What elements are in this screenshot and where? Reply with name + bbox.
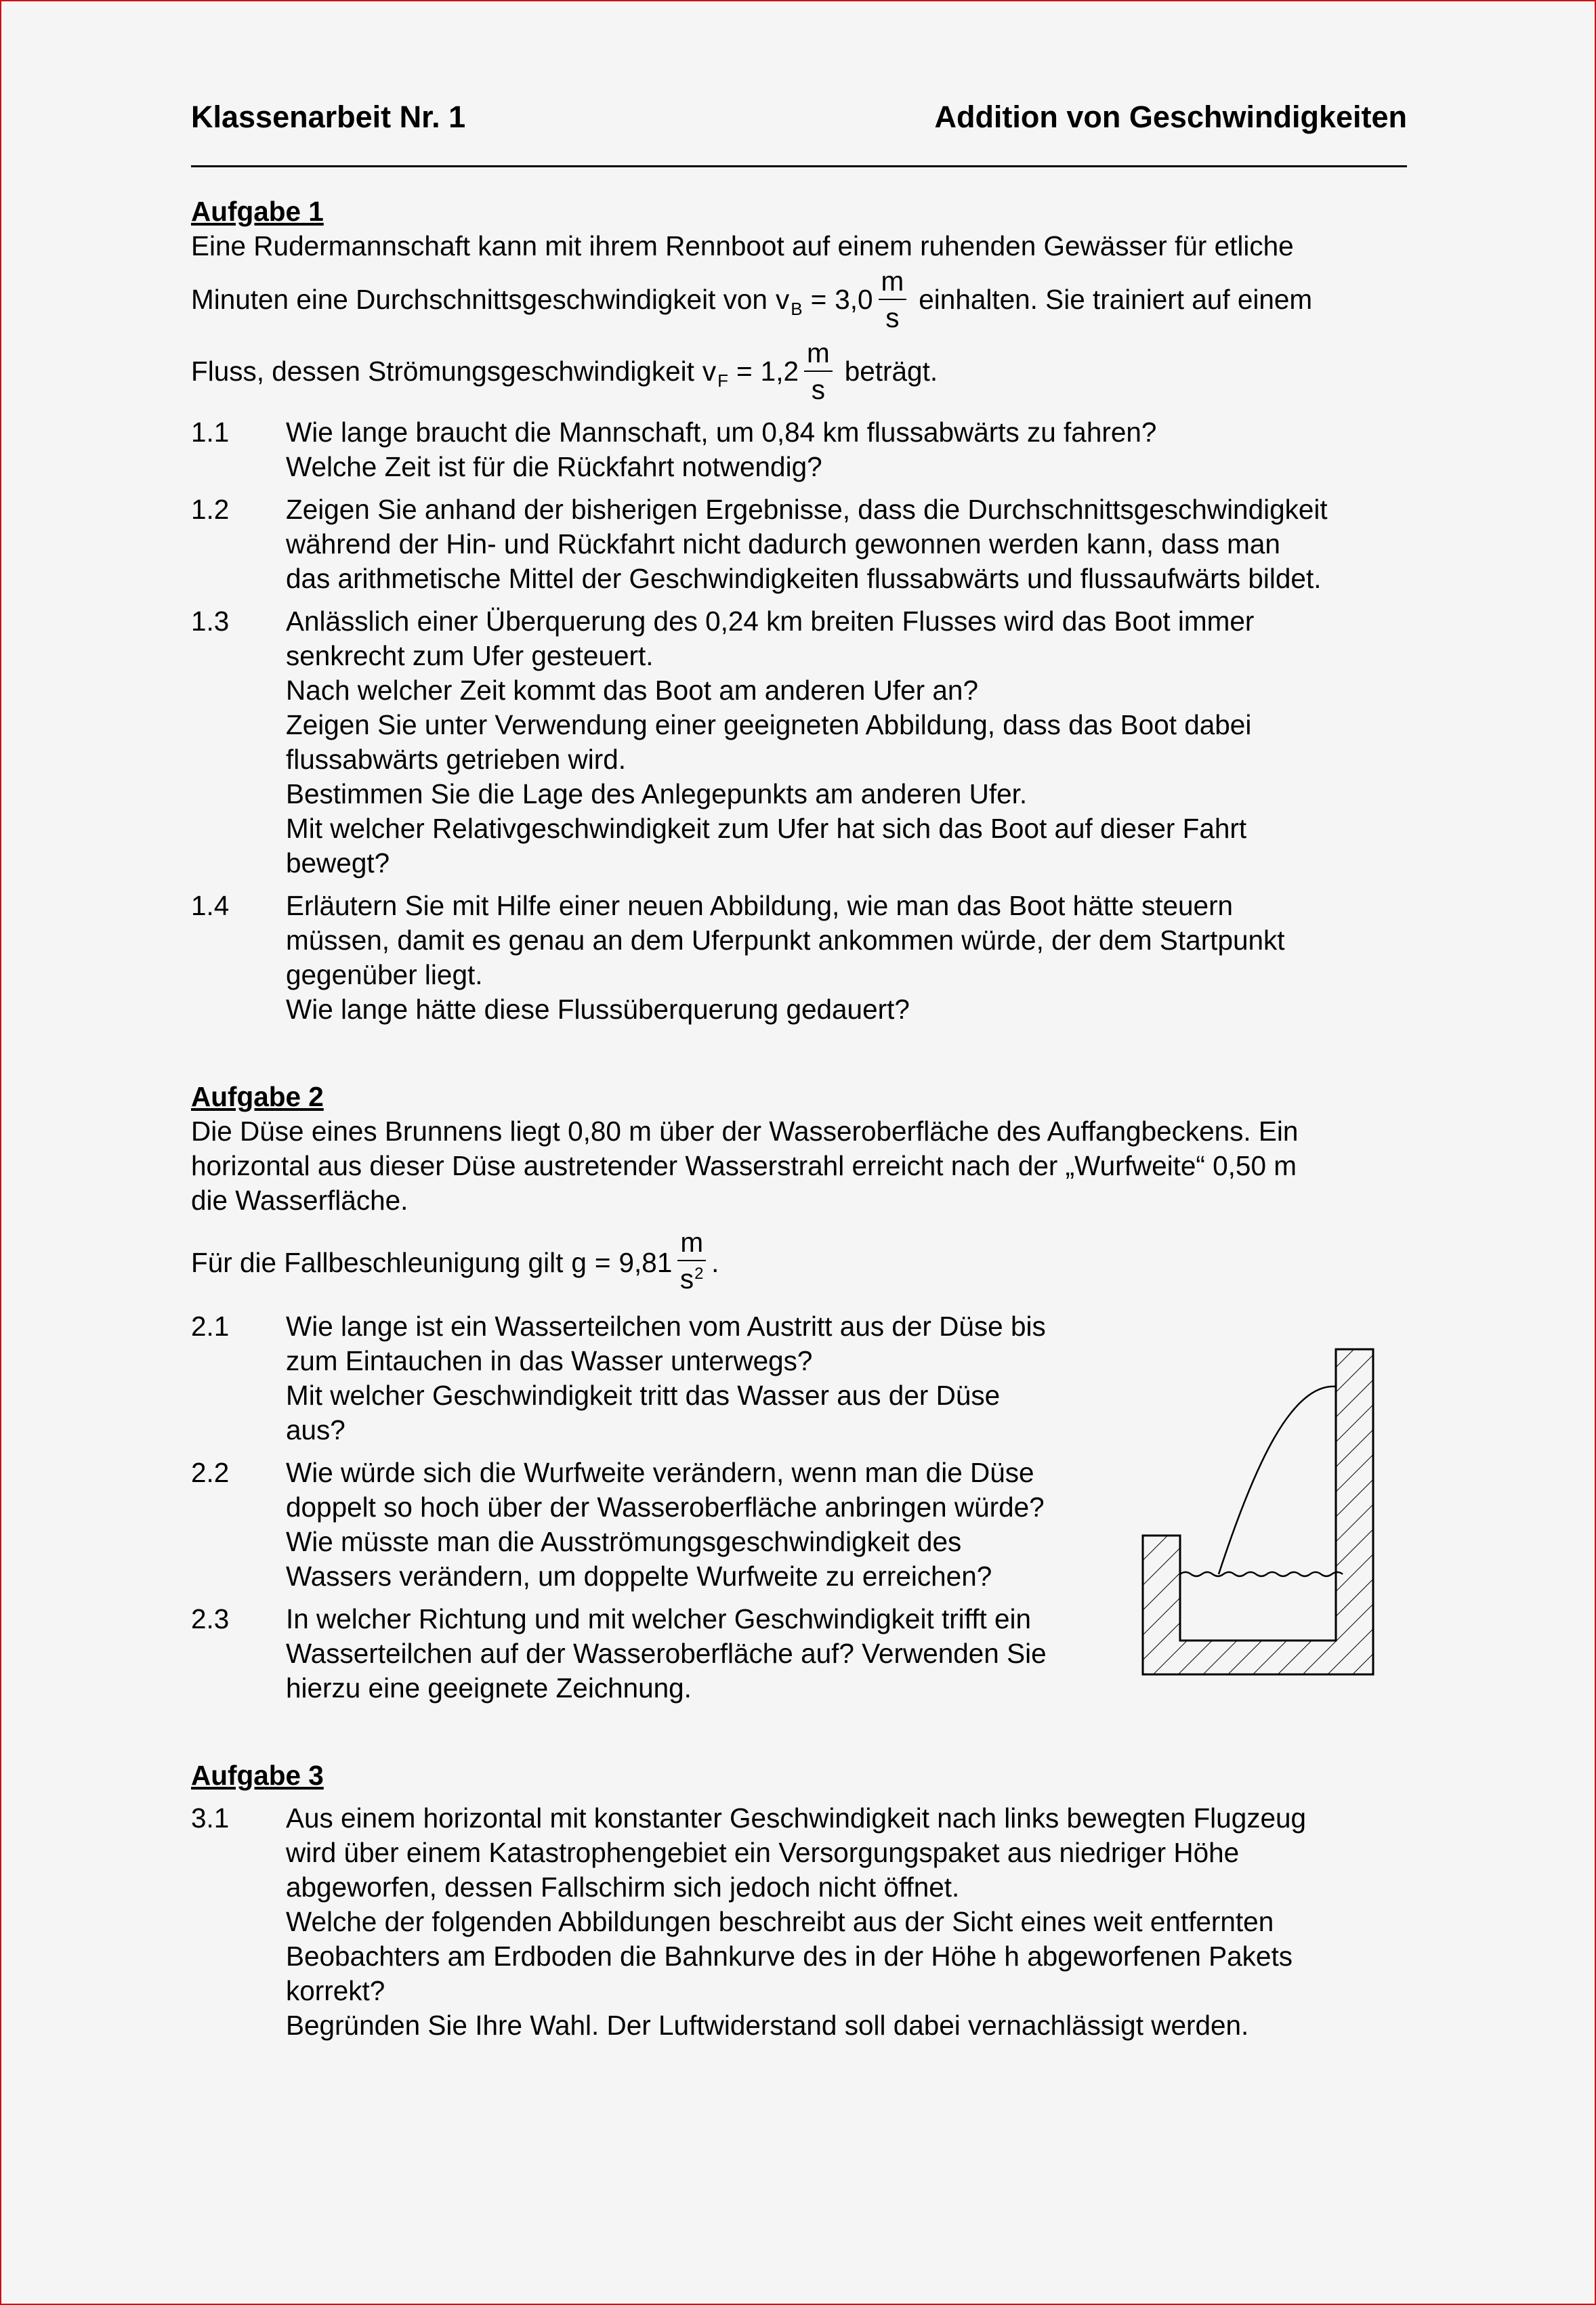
item-line: Wie müsste man die Ausströmungsgeschwindigkeit des — [286, 1526, 962, 1557]
aufgabe3-items — [191, 1801, 1407, 2043]
formula-vb — [776, 263, 906, 335]
formula-vf — [702, 335, 833, 407]
item-line: während der Hin- und Rückfahrt nicht dadurch gewonnen werden kann, dass man — [286, 528, 1280, 559]
item-number: 2.2 — [191, 1457, 230, 1488]
item-body — [286, 415, 1407, 484]
aufgabe1-item — [191, 415, 1407, 484]
item-line: wird über einem Katastrophengebiet ein Versorgungspaket aus niedriger Höhe — [286, 1837, 1240, 1868]
aufgabe1-intro-line3 — [191, 335, 1407, 407]
header-left: Klassenarbeit Nr. 1 — [191, 100, 466, 134]
aufgabe3-item — [191, 1801, 1407, 2043]
vb-unit — [879, 263, 907, 335]
g-value: 9,81 — [618, 1247, 673, 1278]
g-unit — [677, 1225, 706, 1301]
item-line: abgeworfen, dessen Fallschirm sich jedoch nicht öffnet. — [286, 1872, 960, 1903]
g-unit-exponent: 2 — [694, 1265, 704, 1283]
vb-unit-den: s — [885, 302, 900, 333]
item-line: Begründen Sie Ihre Wahl. Der Luftwiderstand soll dabei vernachlässigt werden. — [286, 2010, 1249, 2041]
g-equals: = — [594, 1247, 611, 1278]
item-line: senkrecht zum Ufer gesteuert. — [286, 640, 654, 671]
item-number: 1.3 — [191, 606, 230, 637]
intro-text: beträgt. — [844, 355, 938, 387]
item-line: Zeigen Sie anhand der bisherigen Ergebnisse, dass die Durchschnittsgeschwindigkeit — [286, 494, 1328, 525]
item-line: aus? — [286, 1414, 345, 1445]
item-body — [286, 1456, 1126, 1594]
water-jet — [1219, 1387, 1336, 1574]
item-body — [286, 604, 1407, 881]
item-line: Mit welcher Relativgeschwindigkeit zum Ufer hat sich das Boot auf dieser Fahrt — [286, 813, 1247, 844]
aufgabe2-intro-line1: Die Düse eines Brunnens liegt 0,80 m über der Wasseroberfläche des Auffangbeckens. Ein — [191, 1116, 1299, 1147]
intro-text: Fluss, dessen Strömungsgeschwindigkeit — [191, 355, 694, 387]
header — [191, 96, 1407, 167]
item-number: 2.1 — [191, 1311, 230, 1342]
item-number: 1.2 — [191, 494, 230, 525]
aufgabe1-intro-line2 — [191, 263, 1407, 335]
item-line: Beobachters am Erdboden die Bahnkurve des in der Höhe h abgeworfenen Pakets — [286, 1941, 1293, 1972]
aufgabe1-title: Aufgabe 1 — [191, 196, 324, 227]
aufgabe1-item — [191, 492, 1407, 596]
vf-unit-den: s — [811, 374, 825, 405]
item-line: korrekt? — [286, 1975, 385, 2006]
aufgabe2-g-line — [191, 1225, 1407, 1301]
item-line: Welche Zeit ist für die Rückfahrt notwendig? — [286, 451, 822, 482]
item-line: Wassers verändern, um doppelte Wurfweite zu erreichen? — [286, 1561, 992, 1592]
vb-unit-num: m — [879, 263, 907, 300]
g-unit-num: m — [677, 1225, 706, 1261]
item-line: Mit welcher Geschwindigkeit tritt das Wasser aus der Düse — [286, 1380, 1001, 1411]
item-line: hierzu eine geeignete Zeichnung. — [286, 1672, 692, 1704]
item-line: Nach welcher Zeit kommt das Boot am anderen Ufer an? — [286, 675, 978, 706]
item-line: Wasserteilchen auf der Wasseroberfläche auf? Verwenden Sie — [286, 1638, 1047, 1669]
item-line: Welche der folgenden Abbildungen beschreibt aus der Sicht eines weit entfernten — [286, 1906, 1274, 1937]
vf-unit-num: m — [804, 335, 833, 372]
g-symbol: g — [571, 1247, 587, 1278]
header-right: Addition von Geschwindigkeiten — [934, 100, 1407, 134]
aufgabe1-intro-line1: Eine Rudermannschaft kann mit ihrem Rennboot auf einem ruhenden Gewässer für etliche — [191, 230, 1294, 261]
item-line: doppelt so hoch über der Wasseroberfläche anbringen würde? — [286, 1492, 1045, 1523]
item-line: gegenüber liegt. — [286, 959, 483, 990]
item-line: das arithmetische Mittel der Geschwindigkeiten flussabwärts und flussaufwärts bildet. — [286, 563, 1322, 594]
aufgabe2-title: Aufgabe 2 — [191, 1081, 324, 1112]
g-unit-den-base: s — [679, 1263, 694, 1294]
g-text: Für die Fallbeschleunigung gilt — [191, 1247, 564, 1278]
water-surface — [1180, 1572, 1343, 1576]
item-body — [286, 492, 1407, 596]
vf-equals: = — [736, 355, 753, 387]
item-number: 2.3 — [191, 1603, 230, 1634]
item-line: Wie würde sich die Wurfweite verändern, wenn man die Düse — [286, 1457, 1034, 1488]
item-line: Wie lange braucht die Mannschaft, um 0,84 km flussabwärts zu fahren? — [286, 417, 1157, 448]
item-body — [286, 889, 1407, 1027]
item-body — [286, 1309, 1126, 1447]
g-period: . — [711, 1247, 719, 1278]
item-line: Bestimmen Sie die Lage des Anlegepunkts am anderen Ufer. — [286, 778, 1028, 809]
g-unit-den — [680, 1261, 704, 1301]
intro-text: Minuten eine Durchschnittsgeschwindigkeit von — [191, 283, 768, 315]
vf-unit — [804, 335, 833, 407]
aufgabe1-item — [191, 889, 1407, 1027]
vb-equals: = — [810, 283, 827, 315]
item-line: zum Eintauchen in das Wasser unterwegs? — [286, 1345, 813, 1376]
item-line: Zeigen Sie unter Verwendung einer geeigneten Abbildung, dass das Boot dabei — [286, 709, 1252, 740]
fountain-diagram — [1136, 1342, 1380, 1688]
item-number: 3.1 — [191, 1802, 230, 1834]
item-body — [286, 1602, 1126, 1706]
aufgabe1-item — [191, 604, 1407, 881]
basin-walls — [1143, 1349, 1373, 1674]
item-line: bewegt? — [286, 847, 390, 879]
vf-subscript: F — [717, 370, 729, 391]
aufgabe3-title: Aufgabe 3 — [191, 1760, 324, 1791]
item-line: Aus einem horizontal mit konstanter Geschwindigkeit nach links bewegten Flugzeug — [286, 1802, 1307, 1834]
aufgabe2-intro-line2: horizontal aus dieser Düse austretender Wasserstrahl erreicht nach der „Wurfweite“ 0,50 m — [191, 1150, 1297, 1181]
vb-symbol: v — [775, 283, 790, 315]
intro-text: einhalten. Sie trainiert auf einem — [919, 283, 1313, 315]
item-line: Anlässlich einer Überquerung des 0,24 km breiten Flusses wird das Boot immer — [286, 606, 1255, 637]
formula-g — [571, 1225, 719, 1301]
vb-subscript: B — [791, 298, 803, 319]
item-line: Erläutern Sie mit Hilfe einer neuen Abbildung, wie man das Boot hätte steuern — [286, 890, 1234, 921]
item-line: Wie lange ist ein Wasserteilchen vom Austritt aus der Düse bis — [286, 1311, 1046, 1342]
item-line: Wie lange hätte diese Flussüberquerung gedauert? — [286, 994, 910, 1025]
item-number: 1.4 — [191, 890, 230, 921]
item-body — [286, 1801, 1407, 2043]
vf-symbol: v — [702, 355, 717, 387]
vf-value: 1,2 — [760, 355, 799, 387]
item-number: 1.1 — [191, 417, 230, 448]
vb-value: 3,0 — [835, 283, 873, 315]
item-line: In welcher Richtung und mit welcher Geschwindigkeit trifft ein — [286, 1603, 1032, 1634]
item-line: flussabwärts getrieben wird. — [286, 744, 626, 775]
aufgabe1-items — [191, 415, 1407, 1027]
content — [191, 96, 1407, 2043]
item-line: müssen, damit es genau an dem Uferpunkt ankommen würde, der dem Startpunkt — [286, 925, 1285, 956]
aufgabe2-intro-line3: die Wasserfläche. — [191, 1185, 408, 1216]
